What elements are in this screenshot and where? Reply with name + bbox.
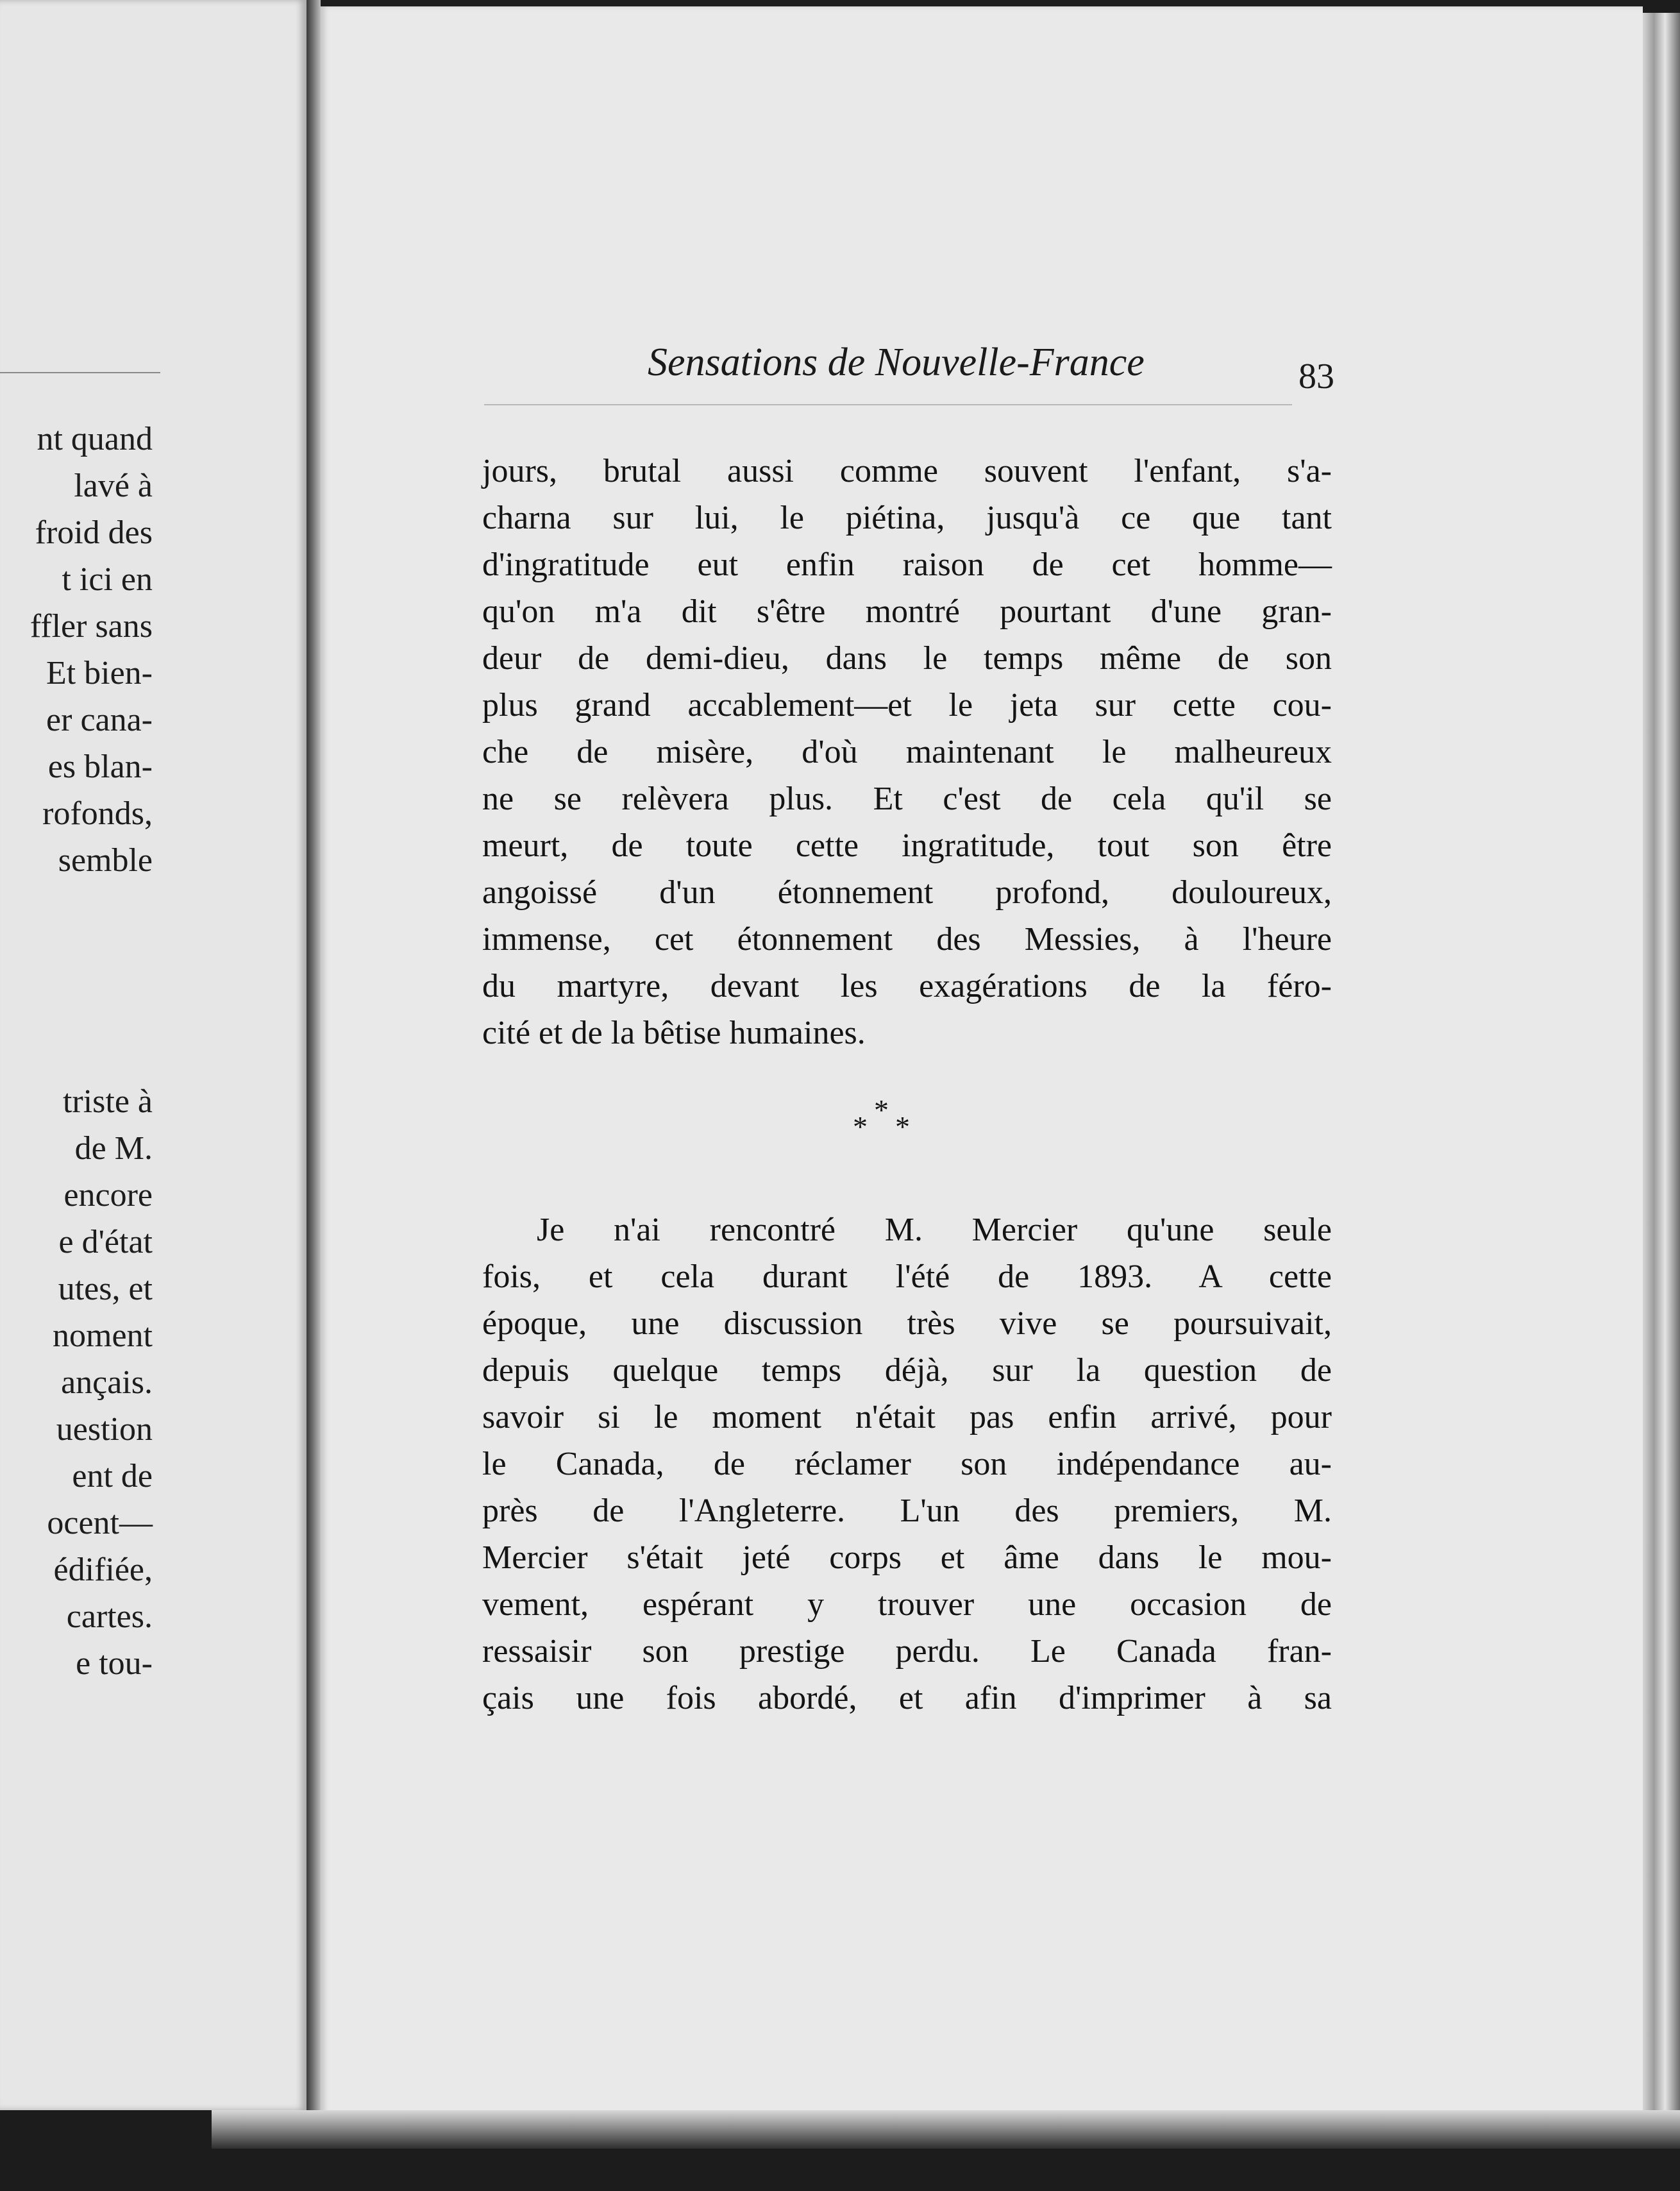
left-page-line: semble bbox=[58, 842, 153, 879]
paragraph-line: le Canada, de réclamer son indépendance au- bbox=[482, 1446, 1332, 1482]
left-page-line: noment bbox=[53, 1317, 153, 1354]
paragraph-line: qu'on m'a dit s'être montré pourtant d'une gran- bbox=[482, 593, 1332, 630]
left-page-line: es blan- bbox=[47, 749, 153, 785]
separator-asterisk: * bbox=[895, 1110, 910, 1143]
paragraph-line: deur de demi-dieu, dans le temps même de son bbox=[482, 640, 1332, 677]
book-bottom-edge bbox=[212, 2110, 1680, 2149]
separator-asterisk: * bbox=[874, 1094, 889, 1126]
left-page-line: uestion bbox=[56, 1411, 153, 1448]
paragraph-line: charna sur lui, le piétina, jusqu'à ce que tant bbox=[482, 500, 1332, 536]
left-page-line: triste à bbox=[62, 1083, 153, 1120]
left-page-line: édifiée, bbox=[53, 1552, 153, 1588]
left-page-line: de M. bbox=[74, 1130, 153, 1167]
header-rule bbox=[484, 404, 1292, 405]
left-page-line: froid des bbox=[35, 514, 153, 551]
paragraph-line: ne se relèvera plus. Et c'est de cela qu'il se bbox=[482, 781, 1332, 817]
page-edge bbox=[1643, 13, 1680, 2149]
left-page-line: e tou- bbox=[76, 1645, 153, 1682]
left-page-line: ffler sans bbox=[29, 608, 153, 645]
paragraph-line: Mercier s'était jeté corps et âme dans le mou- bbox=[482, 1539, 1332, 1576]
section-separator bbox=[853, 1094, 910, 1144]
left-page-line: ançais. bbox=[61, 1364, 153, 1401]
paragraph-line: époque, une discussion très vive se poursuivait, bbox=[482, 1305, 1332, 1342]
paragraph-line: du martyre, devant les exagérations de la féro- bbox=[482, 968, 1332, 1004]
left-page-line: nt quand bbox=[37, 421, 153, 457]
left-page-line: ocent— bbox=[47, 1505, 153, 1541]
running-head: Sensations de Nouvelle-France bbox=[648, 341, 1145, 384]
left-page-line: cartes. bbox=[66, 1598, 153, 1635]
paragraph-line: immense, cet étonnement des Messies, à l'heure bbox=[482, 921, 1332, 958]
left-page bbox=[0, 0, 307, 2110]
left-page-line: er cana- bbox=[46, 702, 153, 738]
right-page bbox=[321, 6, 1643, 2136]
left-page-line: lavé à bbox=[74, 468, 153, 504]
paragraph-line: meurt, de toute cette ingratitude, tout son être bbox=[482, 827, 1332, 864]
left-page-line: t ici en bbox=[62, 561, 153, 598]
separator-asterisk: * bbox=[853, 1110, 868, 1143]
paragraph-line: angoissé d'un étonnement profond, douloureux, bbox=[482, 874, 1332, 911]
left-page-line: e d'état bbox=[58, 1224, 153, 1260]
paragraph-line: cité et de la bêtise humaines. bbox=[482, 1015, 866, 1051]
paragraph-line: depuis quelque temps déjà, sur la question de bbox=[482, 1352, 1332, 1389]
paragraph-line: ressaisir son prestige perdu. Le Canada fran- bbox=[482, 1633, 1332, 1670]
paragraph-line: jours, brutal aussi comme souvent l'enfant, s'a- bbox=[482, 453, 1332, 489]
paragraph-line: Je n'ai rencontré M. Mercier qu'une seule bbox=[537, 1212, 1332, 1248]
left-page-line: Et bien- bbox=[46, 655, 153, 691]
left-page-line: encore bbox=[63, 1177, 153, 1214]
left-page-line: ent de bbox=[72, 1458, 153, 1494]
left-page-line: utes, et bbox=[58, 1271, 153, 1307]
page-number: 83 bbox=[1298, 357, 1334, 396]
paragraph-line: fois, et cela durant l'été de 1893. A cette bbox=[482, 1258, 1332, 1295]
paragraph-line: vement, espérant y trouver une occasion de bbox=[482, 1586, 1332, 1623]
paragraph-line: plus grand accablement—et le jeta sur cette cou- bbox=[482, 687, 1332, 723]
paragraph-line: che de misère, d'où maintenant le malheureux bbox=[482, 734, 1332, 770]
left-page-line: rofonds, bbox=[42, 795, 153, 832]
paragraph-line: d'ingratitude eut enfin raison de cet homme— bbox=[482, 546, 1332, 583]
paragraph-line: çais une fois abordé, et afin d'imprimer à sa bbox=[482, 1680, 1332, 1716]
left-page-rule bbox=[0, 372, 160, 373]
book-gutter bbox=[307, 0, 321, 2110]
paragraph-line: savoir si le moment n'était pas enfin arrivé, pour bbox=[482, 1399, 1332, 1435]
paragraph-line: près de l'Angleterre. L'un des premiers, M. bbox=[482, 1493, 1332, 1529]
